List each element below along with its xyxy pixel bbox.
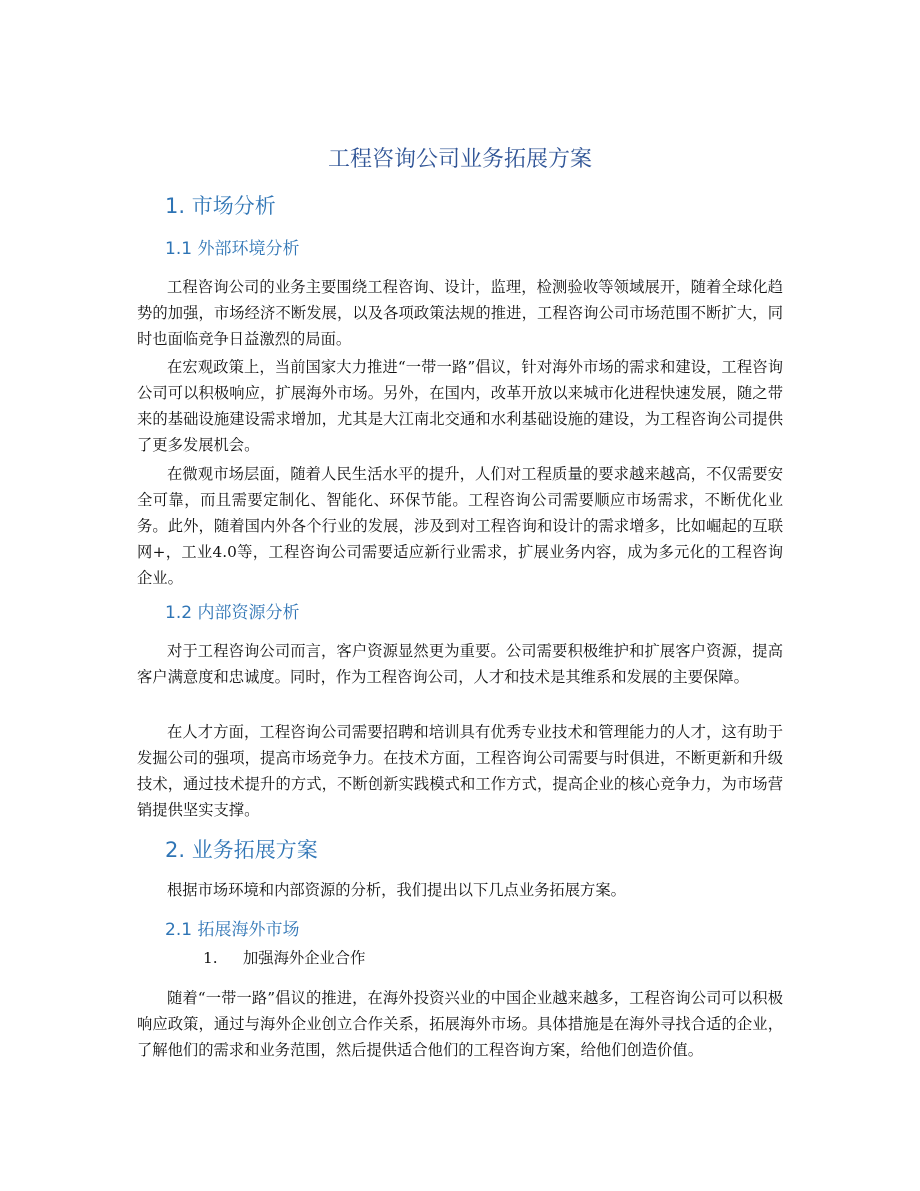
- paragraph: 在人才方面，工程咨询公司需要招聘和培训具有优秀专业技术和管理能力的人才，这有助于发掘公司的强项，提高市场竞争力。在技术方面，工程咨询公司需要与时俱进，不断更新和升级技术，通过技术提升的方式，不断创新实践模式和工作方式，提高企业的核心竞争力，为市场营销提供坚实支撑。: [137, 723, 783, 819]
- list-item-number: 1.: [203, 949, 218, 967]
- subsection-heading-internal-resources: 1.2 内部资源分析: [165, 603, 300, 623]
- subsection-heading-external-environment: 1.1 外部环境分析: [165, 239, 300, 259]
- paragraph: 随着“一带一路”倡议的推进，在海外投资兴业的中国企业越来越多，工程咨询公司可以积极响应政策，通过与海外企业创立合作关系，拓展海外市场。具体措施是在海外寻找合适的企业，了解他们的需求和业务范围，然后提供适合他们的工程咨询方案，给他们创造价值。: [137, 989, 783, 1059]
- section-heading-business-expansion: 2. 业务拓展方案: [165, 838, 318, 862]
- paragraph: 在微观市场层面，随着人民生活水平的提升，人们对工程质量的要求越来越高，不仅需要安全可靠，而且需要定制化、智能化、环保节能。工程咨询公司需要顺应市场需求，不断优化业务。此外，随着国内外各个行业的发展，涉及到对工程咨询和设计的需求增多，比如崛起的互联网+，工业4.0等，工程咨询公司需要适应新行业需求，扩展业务内容，成为多元化的工程咨询企业。: [137, 465, 783, 587]
- paragraph: 根据市场环境和内部资源的分析，我们提出以下几点业务拓展方案。: [167, 881, 626, 899]
- paragraph: 对于工程咨询公司而言，客户资源显然更为重要。公司需要积极维护和扩展客户资源，提高客户满意度和忠诚度。同时，作为工程咨询公司，人才和技术是其维系和发展的主要保障。: [137, 642, 783, 686]
- paragraph: 在宏观政策上，当前国家大力推进“一带一路”倡议，针对海外市场的需求和建设，工程咨询公司可以积极响应，扩展海外市场。另外，在国内，改革开放以来城市化进程快速发展，随之带来的基础设施建设需求增加，尤其是大江南北交通和水利基础设施的建设，为工程咨询公司提供了更多发展机会。: [137, 358, 783, 454]
- subsection-heading-overseas-market: 2.1 拓展海外市场: [165, 920, 300, 940]
- list-item: [203, 946, 365, 970]
- section-heading-market-analysis: 1. 市场分析: [165, 194, 276, 218]
- paragraph: 工程咨询公司的业务主要围绕工程咨询、设计，监理，检测验收等领域展开，随着全球化趋势的加强，市场经济不断发展，以及各项政策法规的推进，工程咨询公司市场范围不断扩大，同时也面临竞争日益激烈的局面。: [137, 278, 783, 348]
- document-title: 工程咨询公司业务拓展方案: [327, 147, 592, 172]
- list-item-text: 加强海外企业合作: [243, 949, 366, 967]
